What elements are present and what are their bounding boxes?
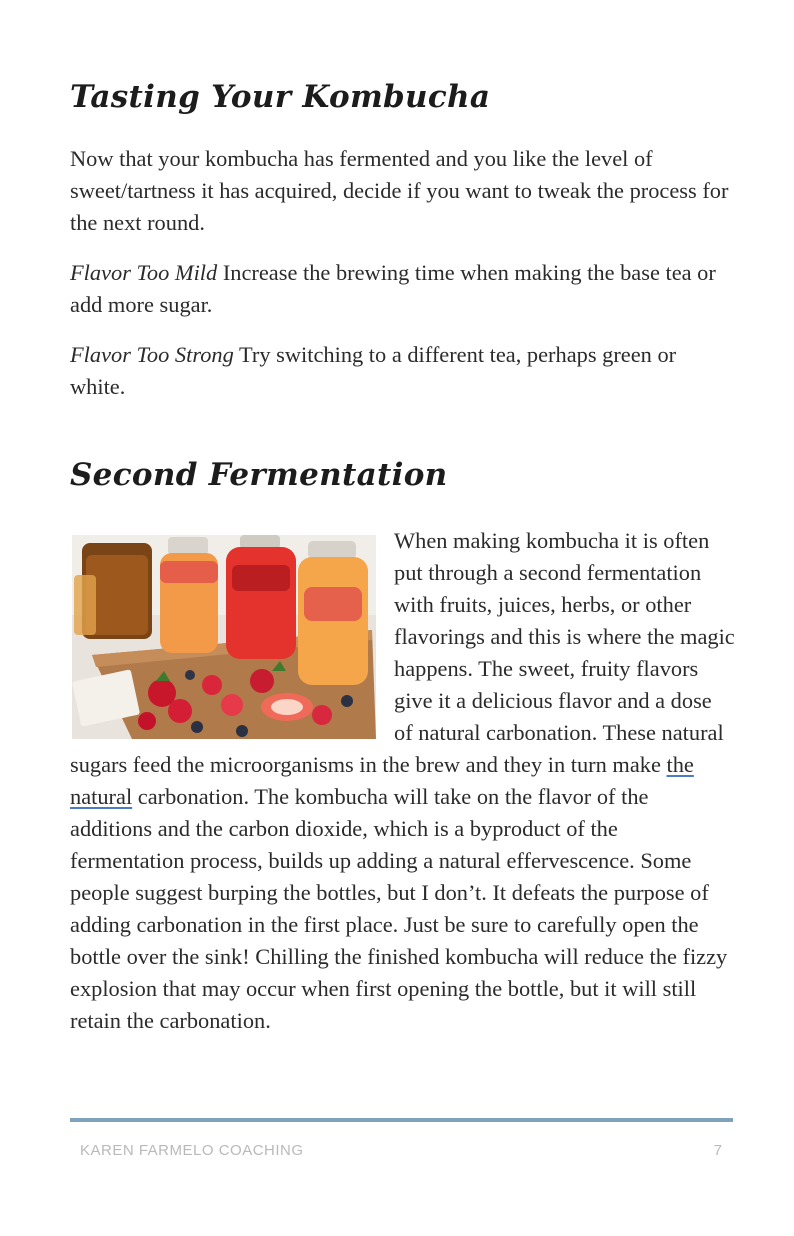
tip-flavor-too-mild	[70, 257, 735, 321]
kombucha-bottles-photo	[72, 535, 376, 739]
intro-paragraph: Now that your kombucha has fermented and you like the level of sweet/tartness it has acquired, decide if you want to tweak the process for the next round.	[70, 146, 729, 235]
tip-flavor-too-strong	[70, 339, 735, 403]
section-heading-tasting: Tasting Your Kombucha	[70, 79, 491, 115]
tip-mild-label: Flavor Too Mild	[70, 260, 218, 285]
kombucha-bottles-illustration	[72, 535, 376, 739]
page-number: 7	[713, 1142, 722, 1159]
tip-strong-label: Flavor Too Strong	[70, 342, 234, 367]
section-heading-second-fermentation: Second Fermentation	[70, 457, 448, 493]
underlined-phrase: the natural	[70, 752, 694, 809]
second-fermentation-body	[70, 525, 735, 1037]
fermentation-text-part-1: When making kombucha it is often put through a second fermentation with fruits, juices, herbs, or other flavorings and this is where the magic happens. The sweet, fruity flavors give it a delicious flavor and a dose of natural carbonation. These natural sugars feed the microorganisms in the brew and they in turn make	[70, 528, 735, 777]
tip-mild-text: Increase the brewing time when making the base tea or add more sugar.	[70, 260, 716, 317]
fermentation-text-part-2: carbonation. The kombucha will take on the flavor of the additions and the carbon dioxide, which is a byproduct of the fermentation process, builds up adding a natural effervescence. Some people suggest burping the bottles, but I don’t. It defeats the purpose of adding carbonation in the first place. Just be sure to carefully open the bottle over the sink! Chilling the finished kombucha will reduce the fizzy explosion that may occur when first opening the bottle, but it will still retain the carbonation.	[70, 784, 728, 1033]
footer-divider	[70, 1118, 733, 1122]
footer-brand: KAREN FARMELO COACHING	[80, 1142, 304, 1159]
tip-strong-text: Try switching to a different tea, perhaps green or white.	[70, 342, 677, 399]
